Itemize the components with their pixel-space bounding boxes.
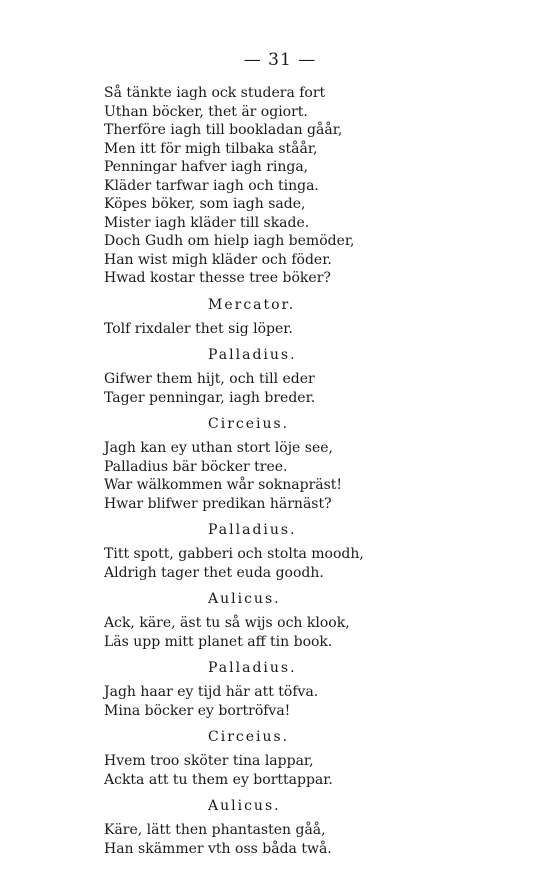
speaker-name: Palladius. (208, 660, 297, 676)
verse-line: Han wist migh kläder och föder. (104, 251, 332, 268)
verse-line: Läs upp mitt planet aff tin book. (104, 633, 333, 650)
verse-line: Mister iagh kläder till skade. (104, 214, 310, 231)
opening-stanza (104, 84, 524, 288)
verse-line: Kläder tarfwar iagh och tinga. (104, 177, 319, 194)
page-number: — 31 — (243, 50, 317, 70)
speech-palladius-3 (104, 659, 524, 720)
verse-line: Men itt för migh tilbaka ståår, (104, 140, 318, 157)
speech-aulicus-2 (104, 797, 524, 858)
verse-line: Penningar hafver iagh ringa, (104, 159, 309, 175)
speaker-name: Palladius. (208, 347, 297, 363)
verse-line: Aldrigh tager thet euda goodh. (104, 564, 324, 581)
verse-line: Therföre iagh till bookladan gåår, (104, 122, 343, 138)
verse-line: Uthan böcker, thet är ogiort. (104, 103, 308, 120)
verse-line: Så tänkte iagh ock studera fort (104, 85, 326, 101)
verse-body (104, 84, 524, 858)
speech-palladius-2 (104, 521, 524, 582)
speech-circeius-1 (104, 415, 524, 513)
speaker-name: Circeius. (208, 416, 290, 432)
verse-line: Jagh haar ey tijd här att töfva. (104, 684, 319, 700)
verse-line: Tager penningar, iagh breder. (104, 389, 316, 406)
verse-line: Titt spott, gabberi och stolta moodh, (104, 546, 364, 562)
speaker-name: Circeius. (208, 729, 290, 745)
verse-line: Han skämmer vth oss båda twå. (104, 840, 332, 857)
verse-line: Ackta att tu them ey borttappar. (104, 771, 333, 788)
speaker-name: Aulicus. (208, 591, 281, 607)
speech-palladius-1 (104, 346, 524, 407)
verse-line: Hwar blifwer predikan härnäst? (104, 495, 332, 512)
verse-line: Doch Gudh om hielp iagh bemöder, (104, 233, 355, 249)
verse-line: Tolf rixdaler thet sig löper. (104, 320, 293, 337)
verse-line: Käre, lätt then phantasten gåå, (104, 822, 326, 838)
verse-line: Hwad kostar thesse tree böker? (104, 270, 331, 286)
speaker-name: Mercator. (208, 296, 296, 313)
verse-line: War wälkommen wår soknapräst! (104, 477, 343, 493)
speech-mercator (104, 296, 524, 339)
verse-line: Köpes böker, som iagh sade, (104, 196, 306, 212)
verse-line: Mina böcker ey bortröfva! (104, 702, 291, 719)
speaker-name: Aulicus. (208, 798, 281, 814)
verse-line: Gifwer them hijt, och till eder (104, 371, 315, 387)
verse-line: Hvem troo sköter tina lappar, (104, 753, 314, 769)
speech-circeius-2 (104, 728, 524, 789)
verse-line: Ack, käre, äst tu så wijs och klook, (104, 615, 350, 631)
verse-line: Jagh kan ey uthan stort löje see, (104, 440, 333, 456)
verse-line: Palladius bär böcker tree. (104, 458, 288, 475)
speaker-name: Palladius. (208, 522, 297, 538)
speech-aulicus-1 (104, 590, 524, 651)
